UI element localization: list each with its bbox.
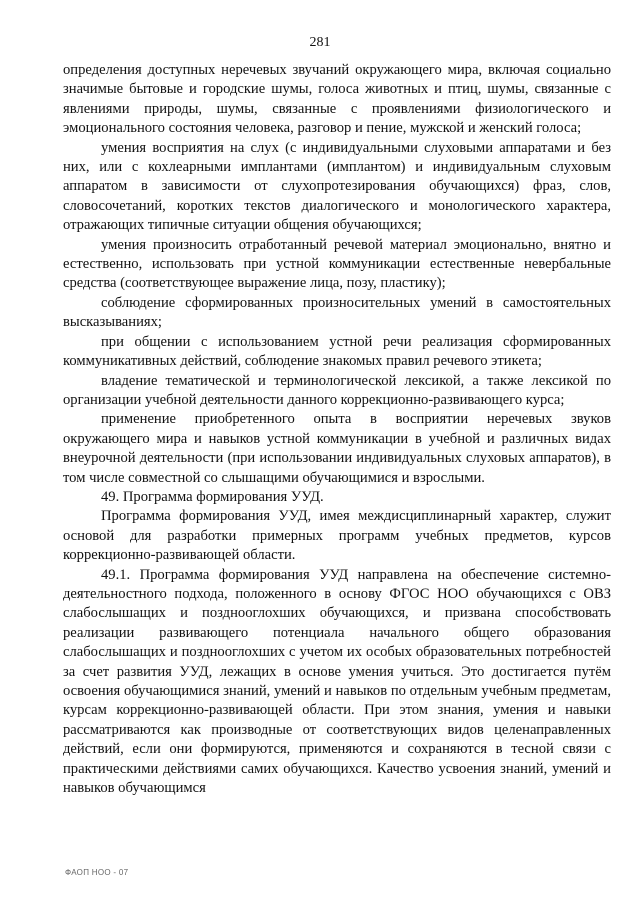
paragraph: при общении с использованием устной речи реализация сформированных коммуникативных действий, соблюдение знакомых правил речевого этикета; bbox=[63, 333, 611, 370]
paragraph: владение тематической и терминологической лексикой, а также лексикой по организации учебной деятельности данного коррекционно-развивающего курса; bbox=[63, 372, 611, 408]
paragraph: умения восприятия на слух (с индивидуальными слуховыми аппаратами и без них, или с кохлеарными имплантами (имплантом) и индивидуальным слуховым аппаратом в зависимости от слухопротезирования обучающихся) фраз, слов, словосочетаний, коротких текстов диалогического и монологического характера, отражающих типичные ситуации общения обучающихся; bbox=[63, 139, 611, 234]
paragraph-continued: определения доступных неречевых звучаний окружающего мира, включая социально значимые бытовые и городские шумы, голоса животных и птиц, шумы, связанные с явлениями природы, шумы, связанные с проявлениями физиологического и эмоционального состояния человека, разговор и пение, мужской и женский голоса; bbox=[63, 62, 611, 137]
page-number: 281 bbox=[309, 35, 331, 50]
footer-document-code: ФАОП НОО - 07 bbox=[65, 868, 129, 877]
document-body bbox=[63, 61, 611, 798]
paragraph: Программа формирования УУД, имея междисциплинарный характер, служит основой для разработки примерных программ учебных предметов, курсов коррекционно-развивающей области. bbox=[63, 508, 611, 564]
section-heading: 49. Программа формирования УУД. bbox=[101, 488, 324, 505]
paragraph: 49.1. Программа формирования УУД направлена на обеспечение системно-деятельностного подхода, положенного в основу ФГОС НОО обучающихся с ОВЗ слабослышащих и позднооглохших обучающихся, и призвана способствовать реализации развивающего потенциала начального общего образования слабослышащих и позднооглохших с учетом их особых образовательных потребностей за счет развития УУД, лежащих в основе умения учиться. Это достигается путём освоения обучающимися знаний, умений и навыков по отдельным учебным предметам, курсам коррекционно-развивающей области. При этом знания, умения и навыки рассматриваются как производные от соответствующих видов целенаправленных действий, если они формируются, применяются и сохраняются в тесной связи с практическими действиями самих обучающихся. Качество усвоения знаний, умений и навыков обучающимся bbox=[63, 566, 611, 797]
paragraph: соблюдение сформированных произносительных умений в самостоятельных высказываниях; bbox=[63, 294, 611, 331]
paragraph: применение приобретенного опыта в восприятии неречевых звуков окружающего мира и навыков устной коммуникации в учебной и различных видах внеурочной деятельности (при использовании индивидуальных слуховых аппаратов), в том числе совместной со слышащими обучающимися и взрослыми. bbox=[63, 411, 611, 486]
paragraph: умения произносить отработанный речевой материал эмоционально, внятно и естественно, использовать при устной коммуникации естественные невербальные средства (соответствующее выражение лица, позу, пластику); bbox=[63, 236, 611, 292]
